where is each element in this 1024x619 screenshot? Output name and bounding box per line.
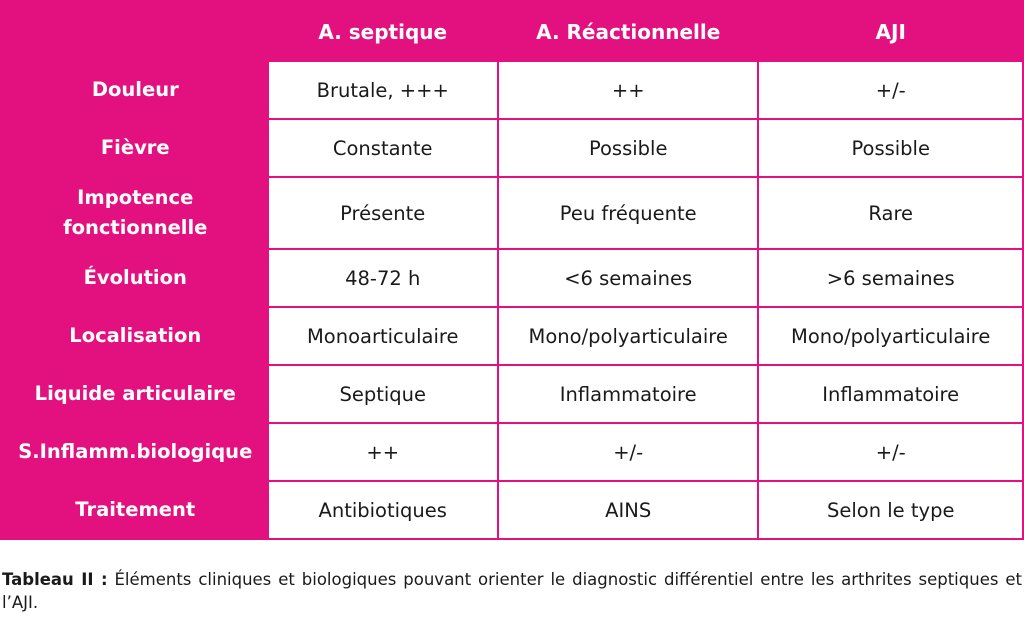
cell-sinflamm-reactionnelle: +/- xyxy=(499,424,758,480)
table-caption xyxy=(2,568,1022,614)
header-septique: A. septique xyxy=(269,4,497,60)
cell-fievre-aji: Possible xyxy=(759,120,1022,176)
cell-fievre-septique: Constante xyxy=(269,120,497,176)
table-row xyxy=(4,62,1022,118)
cell-evolution-septique: 48-72 h xyxy=(269,250,497,306)
header-aji: AJI xyxy=(759,4,1022,60)
row-label-localisation: Localisation xyxy=(4,308,267,364)
header-corner-cell xyxy=(4,4,267,60)
row-label-impotence-line2: fonctionnelle xyxy=(63,216,208,239)
cell-liquide-septique: Septique xyxy=(269,366,497,422)
cell-douleur-reactionnelle: ++ xyxy=(499,62,758,118)
cell-douleur-septique: Brutale, +++ xyxy=(269,62,497,118)
table-row xyxy=(4,366,1022,422)
table-row xyxy=(4,308,1022,364)
caption-label: Tableau II : xyxy=(2,570,108,589)
cell-evolution-aji: >6 semaines xyxy=(759,250,1022,306)
row-label-traitement: Traitement xyxy=(4,482,267,538)
cell-douleur-aji: +/- xyxy=(759,62,1022,118)
cell-localisation-reactionnelle: Mono/polyarticulaire xyxy=(499,308,758,364)
row-label-sinflamm: S.Inflamm.biologique xyxy=(4,424,267,480)
cell-impotence-reactionnelle: Peu fréquente xyxy=(499,178,758,248)
cell-liquide-reactionnelle: Inflammatoire xyxy=(499,366,758,422)
cell-evolution-reactionnelle: <6 semaines xyxy=(499,250,758,306)
cell-sinflamm-aji: +/- xyxy=(759,424,1022,480)
table-row xyxy=(4,120,1022,176)
row-label-impotence-line1: Impotence xyxy=(77,186,194,209)
table-row xyxy=(4,424,1022,480)
cell-fievre-reactionnelle: Possible xyxy=(499,120,758,176)
table-row xyxy=(4,178,1022,248)
cell-impotence-aji: Rare xyxy=(759,178,1022,248)
cell-liquide-aji: Inflammatoire xyxy=(759,366,1022,422)
cell-sinflamm-septique: ++ xyxy=(269,424,497,480)
cell-localisation-septique: Monoarticulaire xyxy=(269,308,497,364)
cell-traitement-aji: Selon le type xyxy=(759,482,1022,538)
comparison-table xyxy=(2,2,1024,540)
cell-traitement-septique: Antibiotiques xyxy=(269,482,497,538)
row-label-evolution: Évolution xyxy=(4,250,267,306)
row-label-liquide: Liquide articulaire xyxy=(4,366,267,422)
caption-text: Éléments cliniques et biologiques pouvant orienter le diagnostic différentiel entre les arthrites septiques et l’AJI. xyxy=(2,570,1022,612)
row-label-fievre: Fièvre xyxy=(4,120,267,176)
table-header-row xyxy=(4,4,1022,60)
cell-traitement-reactionnelle: AINS xyxy=(499,482,758,538)
table-row xyxy=(4,482,1022,538)
header-reactionnelle: A. Réactionnelle xyxy=(499,4,758,60)
cell-localisation-aji: Mono/polyarticulaire xyxy=(759,308,1022,364)
table-row xyxy=(4,250,1022,306)
row-label-douleur: Douleur xyxy=(4,62,267,118)
cell-impotence-septique: Présente xyxy=(269,178,497,248)
row-label-impotence xyxy=(4,178,267,248)
